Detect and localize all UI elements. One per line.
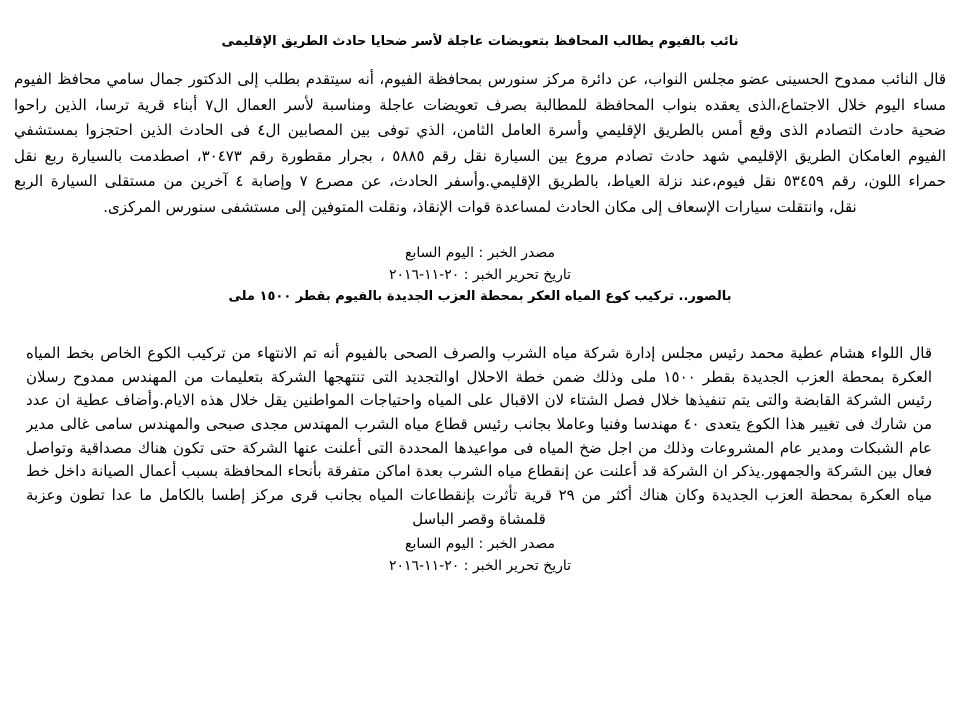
paragraph-line: حمراء اللون، رقم ٥٣٤٥٩ نقل فيوم،عند نزلة العياط، بالطريق الإقليمي.وأسفر الحادث، عن مصرع ٧ وإصابة ٤ آخرين من مستقلى السيارة الربع [14, 172, 946, 191]
paragraph-line: ضحية حادث التصادم الذى وقع أمس بالطريق الإقليمي وأسرة العامل الثامن، الذي توفى بين المصابين ال٤ فى الحادث الذين احتجزوا بمستشفي [14, 121, 946, 140]
news-date: تاريخ تحرير الخبر : ٢٠-١١-٢٠١٦ [388, 558, 572, 574]
article-body [26, 342, 932, 532]
paragraph-line: عام الشبكات ومدير عام المشروعات وذلك من اجل ضخ المياه فى مواعيدها المحددة التى أعلنت عنها الشركة حتى تكون هناك مصداقية وتواصل [26, 438, 932, 457]
article-title: نائب بالفيوم يطالب المحافظ بتعويضات عاجلة لأسر ضحايا حادث الطريق الإقليمى [221, 34, 739, 49]
paragraph-line: العكرة بمحطة العزب الجديدة بقطر ١٥٠٠ ملى وذلك ضمن خطة الاحلال اوالتجديد التى تنتهجها الشركة بتعليمات من المهندس ممدوح رسلان [26, 367, 932, 386]
article-title: بالصور.. تركيب كوع المياه العكر بمحطة العزب الجديدة بالفيوم بقطر ١٥٠٠ ملى [228, 289, 732, 304]
paragraph-line: قال اللواء هشام عطية محمد رئيس مجلس إدارة شركة مياه الشرب والصرف الصحى بالفيوم أنه تم الانتهاء من تركيب الكوع الخاص بخط المياه [26, 344, 932, 362]
news-date: تاريخ تحرير الخبر : ٢٠-١١-٢٠١٦ [388, 267, 572, 283]
news-source: مصدر الخبر : اليوم السابع [405, 245, 555, 261]
paragraph-line: الفيوم العامكان الطريق الإقليمي شهد حادث تصادم مروع بين السيارة نقل رقم ٥٨٨٥ ، بجرار مقطورة رقم ٣٠٤٧٣، اصطدمت بالسيارة ربع نقل [14, 146, 946, 165]
paragraph-line: رئيس الشركة القابضة والتى يتم تنفيذها خلال فصل الشتاء لان الاقبال على المياه واحتياجات المواطنين يقل خلال هذه الايام.وأضاف عطية ان عدد [26, 391, 932, 410]
paragraph-line: نقل، وانتقلت سيارات الإسعاف إلى مكان الحادث لمساعدة قوات الإنقاذ، ونقلت المتوفين إلى مستشفى سنورس المركزى. [103, 197, 857, 216]
paragraph-line: قال النائب ممدوح الحسينى عضو مجلس النواب، عن دائرة مركز سنورس بمحافظة الفيوم، أنه سيتقدم بطلب إلى الدكتور جمال سامي محافظ الفيوم [14, 70, 946, 88]
paragraph-line: من شارك فى تغيير هذا الكوع يتعدى ٤٠ مهندسا وفنيا وعاملا بجانب رئيس قطاع مياه الشرب المهندس مجدى صبحى والمهندس سامى غالى مدير [26, 415, 932, 434]
paragraph-line: قلمشاة وقصر الباسل [412, 509, 546, 528]
news-source: مصدر الخبر : اليوم السابع [405, 536, 555, 552]
paragraph-line: فعال بين الشركة والجمهور.يذكر ان الشركة قد أعلنت عن إنقطاع مياه الشرب بعدة اماكن متفرقة بأنحاء المحافظة بسبب أعمال الصيانة داخل خط [26, 462, 932, 481]
paragraph-line: مياه العكرة بمحطة العزب الجديدة وكان هناك أكثر من ٢٩ قرية تأثرت بإنقطاعات المياه بجانب قرى مركز إطسا بالكامل ما عدا تطون وعزبة [26, 486, 932, 505]
article-body [14, 67, 946, 221]
paragraph-line: مساء اليوم خلال الاجتماع،الذى يعقده بنواب المحافظة للمطالبة بصرف تعويضات عاجلة ومناسبة لأسر العمال ال٧ أبناء قرية ترسا، الذين راحوا [14, 95, 946, 114]
